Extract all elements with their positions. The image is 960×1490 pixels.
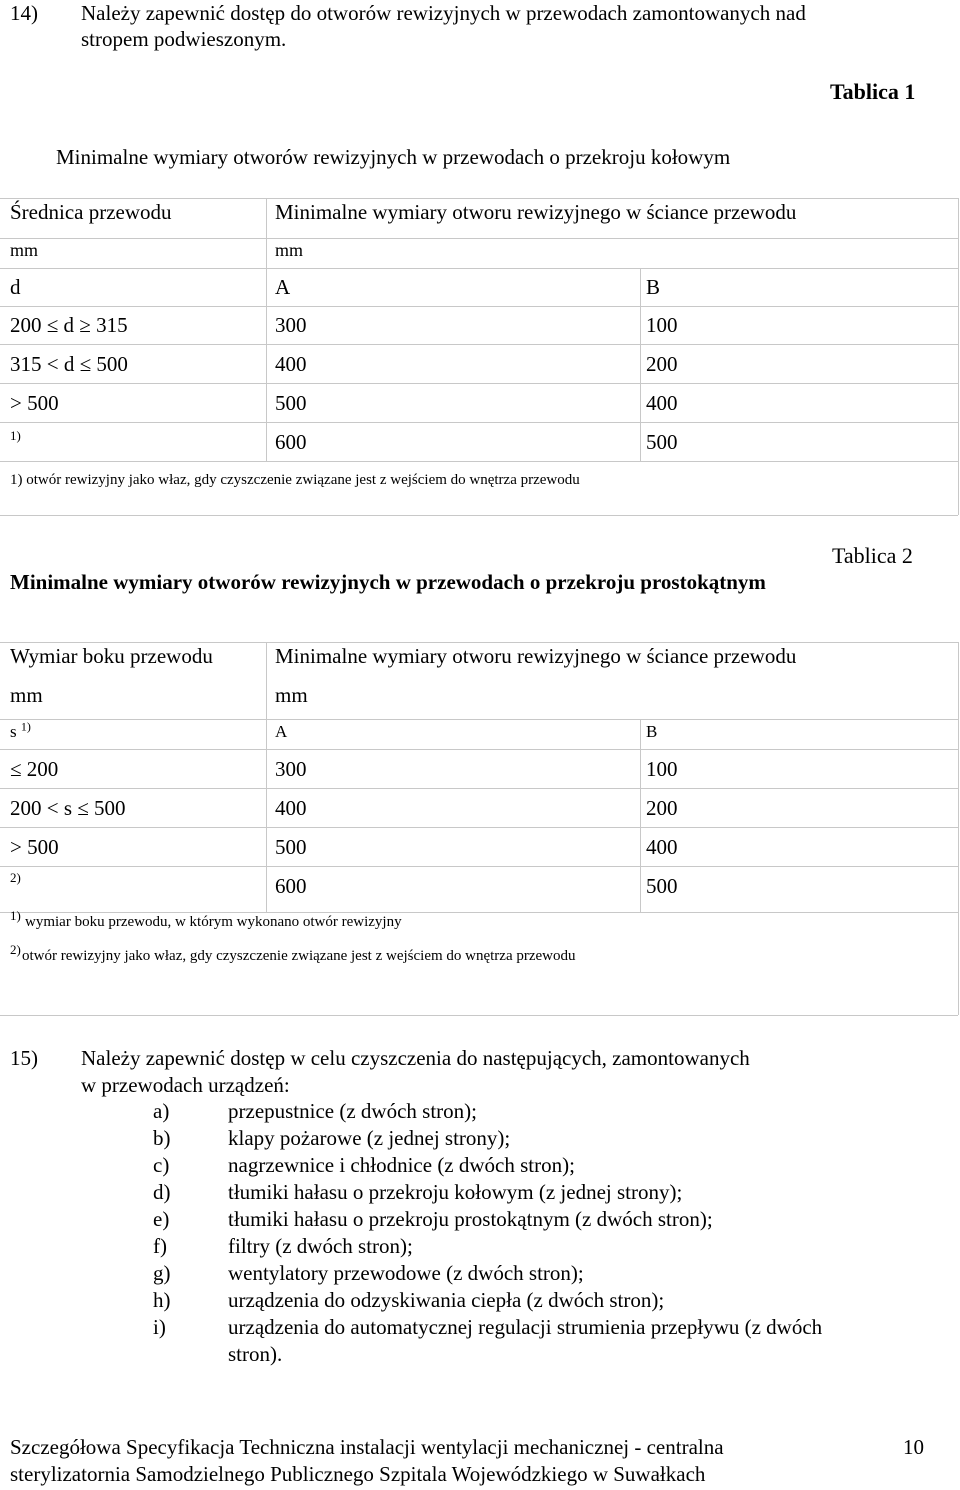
table2-sub-a: A bbox=[275, 722, 288, 741]
table1-unit-col2: mm bbox=[275, 240, 304, 260]
table2-header-col2: Minimalne wymiary otworu rewizyjnego w ściance przewodu bbox=[275, 644, 797, 668]
table1-row4-b: 500 bbox=[646, 430, 678, 454]
list-item-text: nagrzewnice i chłodnice (z dwóch stron); bbox=[228, 1153, 575, 1177]
table2-footnote2: otwór rewizyjny jako właz, gdy czyszczenie związane jest z wejściem do wnętrza przewodu bbox=[22, 948, 576, 964]
table2-row3-col1: > 500 bbox=[10, 835, 59, 859]
list-item-text: tłumiki hałasu o przekroju kołowym (z jednej strony); bbox=[228, 1180, 683, 1204]
item-14-number: 14) bbox=[10, 1, 38, 25]
table1-caption: Tablica 1 bbox=[830, 79, 916, 104]
table1-title: Minimalne wymiary otworów rewizyjnych w przewodach o przekroju kołowym bbox=[56, 145, 731, 169]
table1-sub-d: d bbox=[10, 275, 21, 299]
list-item-label: i) bbox=[153, 1315, 166, 1339]
table2-row1-col1: ≤ 200 bbox=[10, 757, 59, 781]
table2-row3-b: 400 bbox=[646, 835, 678, 859]
page-number: 10 bbox=[903, 1435, 924, 1459]
table2-unit-col1: mm bbox=[10, 683, 43, 707]
table2-title: Minimalne wymiary otworów rewizyjnych w przewodach o przekroju prostokątnym bbox=[10, 570, 766, 594]
table2-footnote2-sup: 2) bbox=[10, 942, 21, 957]
table2-sub-b: B bbox=[646, 722, 658, 741]
item-15-line1: Należy zapewnić dostęp w celu czyszczenia do następujących, zamontowanych bbox=[81, 1046, 750, 1070]
table2-row1-b: 100 bbox=[646, 757, 678, 781]
table2-footnote1-sup: 1) bbox=[10, 908, 21, 923]
list-item-text: tłumiki hałasu o przekroju prostokątnym (z dwóch stron); bbox=[228, 1207, 713, 1231]
table1-header-col1: Średnica przewodu bbox=[10, 200, 172, 224]
list-item-text-continued: stron). bbox=[228, 1342, 283, 1366]
footer-line1: Szczegółowa Specyfikacja Techniczna instalacji wentylacji mechanicznej - centralna bbox=[10, 1435, 724, 1459]
table2-unit-col2: mm bbox=[275, 683, 308, 707]
table2-footnote1: wymiar boku przewodu, w którym wykonano otwór rewizyjny bbox=[25, 914, 402, 930]
list-item-text: wentylatory przewodowe (z dwóch stron); bbox=[228, 1261, 584, 1285]
list-item-text: filtry (z dwóch stron); bbox=[228, 1234, 413, 1258]
table2-row3-a: 500 bbox=[275, 835, 307, 859]
table1-row3-b: 400 bbox=[646, 391, 678, 415]
list-item-text: klapy pożarowe (z jednej strony); bbox=[228, 1126, 511, 1150]
table1-row3-col1: > 500 bbox=[10, 391, 59, 415]
table2-row2-a: 400 bbox=[275, 796, 307, 820]
list-item-text: urządzenia do odzyskiwania ciepła (z dwóch stron); bbox=[228, 1288, 665, 1312]
table1-row4-col1-sup: 1) bbox=[10, 428, 21, 443]
table1-row2-b: 200 bbox=[646, 352, 678, 376]
list-item-label: h) bbox=[153, 1288, 171, 1312]
table1-row3-a: 500 bbox=[275, 391, 307, 415]
list-item-label: d) bbox=[153, 1180, 171, 1204]
item-15-number: 15) bbox=[10, 1046, 38, 1070]
table2-row2-b: 200 bbox=[646, 796, 678, 820]
item-14-line1: Należy zapewnić dostęp do otworów rewizyjnych w przewodach zamontowanych nad bbox=[81, 1, 806, 25]
list-item-label: g) bbox=[153, 1261, 171, 1285]
list-item-label: c) bbox=[153, 1153, 170, 1177]
table1-row2-a: 400 bbox=[275, 352, 307, 376]
table2-header-col1: Wymiar boku przewodu bbox=[10, 644, 213, 668]
table2-caption: Tablica 2 bbox=[832, 543, 913, 568]
table2-row4-a: 600 bbox=[275, 874, 307, 898]
list-item-label: f) bbox=[153, 1234, 167, 1258]
table1-row1-a: 300 bbox=[275, 313, 307, 337]
list-item-label: b) bbox=[153, 1126, 171, 1150]
table1-unit-col1: mm bbox=[10, 240, 39, 260]
table1-sub-b: B bbox=[646, 275, 661, 299]
table2-row4-b: 500 bbox=[646, 874, 678, 898]
table1-row2-col1: 315 < d ≤ 500 bbox=[10, 352, 128, 376]
list-item-label: a) bbox=[153, 1099, 170, 1123]
table1-row1-b: 100 bbox=[646, 313, 678, 337]
table1-row1-col1: 200 ≤ d ≥ 315 bbox=[10, 313, 128, 337]
item-14-line2: stropem podwieszonym. bbox=[81, 27, 287, 51]
table1-header-col2: Minimalne wymiary otworu rewizyjnego w ściance przewodu bbox=[275, 200, 797, 224]
table1-sub-a: A bbox=[275, 275, 291, 299]
item-15-line2: w przewodach urządzeń: bbox=[81, 1073, 290, 1097]
table2-row1-a: 300 bbox=[275, 757, 307, 781]
footer-line2: sterylizatornia Samodzielnego Publicznego Szpitala Wojewódzkiego w Suwałkach bbox=[10, 1462, 706, 1486]
table1-row4-a: 600 bbox=[275, 430, 307, 454]
table1-footnote: 1) otwór rewizyjny jako właz, gdy czyszczenie związane jest z wejściem do wnętrza przewodu bbox=[10, 472, 580, 488]
list-item-text: urządzenia do automatycznej regulacji strumienia przepływu (z dwóch bbox=[228, 1315, 823, 1339]
table2-row2-col1: 200 < s ≤ 500 bbox=[10, 796, 126, 820]
table2-row4-col1-sup: 2) bbox=[10, 870, 21, 885]
list-item-label: e) bbox=[153, 1207, 170, 1231]
table2-sub-s: s $^{1)}$ bbox=[10, 719, 31, 741]
list-item-text: przepustnice (z dwóch stron); bbox=[228, 1099, 477, 1123]
